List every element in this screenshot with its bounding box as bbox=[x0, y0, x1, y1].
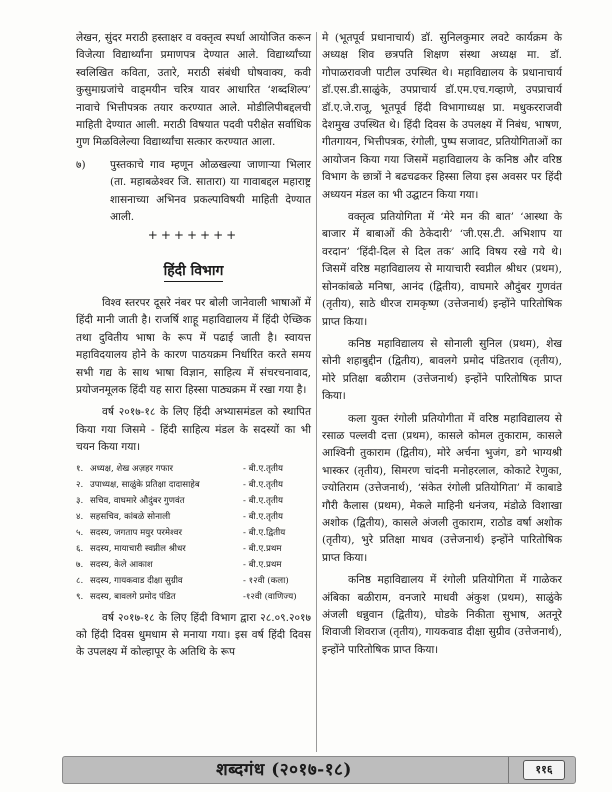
list-item: ९. सदस्य, बावलगे प्रमोद पंडित -१२वी (वाणिज्य) bbox=[76, 591, 297, 602]
kanishth-speech-paragraph: कनिष्ठ महाविद्यालय से सोनाली सुनिल (प्रथम), शेख सोनी शहाबुद्दीन (द्वितीय), बावलगे प्रमोद पंडितराव (तृतीय), मोरे प्रतिक्षा बळीराम (उत्तेजनार्थ) इन्होंने पारितोषिक प्राप्त किया। bbox=[322, 337, 562, 403]
page-footer bbox=[62, 756, 576, 784]
column-divider bbox=[316, 32, 317, 752]
member-list bbox=[76, 461, 311, 605]
list-item: ६. सदस्य, मायाचारी स्वप्नील श्रीधर - बी.ए.प्रथम bbox=[76, 543, 282, 554]
kanishth-rangoli-paragraph: कनिष्ठ महाविद्यालय में रंगोली प्रतियोगिता में गाळेकर अंबिका बळीराम, वनजारे माधवी अंकुश (प्रथम), साळुंके अंजली धन्नुवान (द्वितीय), घोडके निकीता सुभाष, अतनूरे शिवाजी शिवराज (तृतीय), गायकवाड दीक्षा सुग्रीव (उत्तेजनार्थ), इन्होंने पारितोषिक प्राप्त किया। bbox=[322, 574, 562, 656]
list-item: २. उपाध्यक्ष, साळुंके प्रतिक्षा दादासाहेब - बी.ए.तृतीय bbox=[76, 479, 283, 490]
page-number: ११६ bbox=[523, 760, 565, 780]
section-separator-stars: +++++++ bbox=[147, 228, 240, 243]
list-item-text: पुस्तकाचे गाव म्हणून ओळखल्या जाणाऱ्या भिलार (ता. महाबळेश्वर जि. सातारा) या गावाबद्दल महाराष्ट्र शासनाच्या अभिनव प्रकल्पाविषयी माहिती देण्यात आली. bbox=[110, 158, 311, 224]
marathi-activities-paragraph: लेखन, सुंदर मराठी हस्ताक्षर व वक्तृत्व स्पर्धा आयोजित करून विजेत्या विद्यार्थ्यांना प्रमाणपत्र देण्यात आले. विद्यार्थ्यांच्या स्वलिखित कविता, उतारे, मराठी संबंधी घोषवाक्य, कवी कुसुमाग्रजांचे वाड्मयीन चरित्र यावर आधारित ‘शब्दशिल्प’ नावाचे भित्तीपत्रक तयार करण्यात आले. मोडीलिपीबद्दलची माहिती देण्यात आली. मराठी विषयात पदवी परीक्षेत सर्वाधिक गुण मिळविलेल्या विद्यार्थ्यांचा सत्कार करण्यात आला. bbox=[76, 32, 311, 149]
list-item: ७. सदस्य, केले आकाश - बी.ए.प्रथम bbox=[76, 559, 282, 570]
list-item: ३. सचिव, वाघमारे औदुंबर गुणवंत - बी.ए.तृतीय bbox=[76, 495, 283, 506]
hindi-intro-paragraph: विश्व स्तरपर दूसरे नंबर पर बोली जानेवाली भाषाओं में हिंदी मानी जाती है। राजर्षि शाहू महाविद्यालय में हिंदी ऐच्छिक तथा दुवितीय भाषा के रूप में पढाई जाती है। स्वायत्त महाविदयालय होने के कारण पाठयक्रम निर्धारित करते समय सभी गद्य के साथ भाषा विज्ञान, साहित्य में संचरचनावाद, प्रयोजनमूलक हिंदी यह सारा हिस्सा पाठ्यक्रम में रखा गया है। bbox=[76, 296, 311, 396]
right-column bbox=[322, 30, 562, 659]
list-item: ५. सदस्य, जगताप मयुर परमेश्वर - बी.ए.द्वितीय bbox=[76, 527, 286, 538]
rangoli-paragraph: कला युक्त रंगोली प्रतियोगीता में वरिष्ठ महाविद्यालय से रसाळ पल्लवी दत्ता (प्रथम), कासले कोमल तुकाराम, कासले आश्विनी तुकाराम (द्वितीय), मोरे अर्चना भुजंग, डगे भाग्यश्री भास्कर (तृतीय), सिमरण चांदनी मनोहरलाल, कोकाटे रेणुका, ज्योतिराम (उत्तेजनार्थ), ‘संकेत रंगोली प्रतियोगिता’ में काबाडे गौरी कैलास (प्रथम), मेकले माहिनी धनंजय, मंडोळे विशाखा अशोक (द्वितीय), कासले अंजली तुकाराम, राठोड वर्षा अशोक (तृतीय), भुरे प्रतिक्षा माधव (उत्तेजनार्थ) इन्होंने पारितोषिक प्राप्त किया। bbox=[322, 412, 562, 564]
list-item: ८. सदस्य, गायकवाड दीक्षा सुग्रीव - १२वी (कला) bbox=[76, 575, 289, 586]
hindi-section-heading: हिंदी विभाग bbox=[76, 261, 311, 281]
publication-title: शब्दगंध (२०१७-१८) bbox=[216, 760, 352, 780]
hindi-din-paragraph: वर्ष २०१७-१८ के लिए हिंदी विभाग द्वारा २८.०९.२०१७ को हिंदी दिवस धुमधाम से मनाया गया। इस वर्ष हिंदी दिवस के उपलक्ष्य में कोल्हापूर के अतिथि के रूप bbox=[76, 611, 311, 659]
hindi-mandal-paragraph: वर्ष २०१७-१८ के लिए हिंदी अभ्यासमंडल को स्थापित किया गया जिसमे - हिंदी साहित्य मंडल के सदस्यों का भी चयन किया गया। bbox=[76, 406, 311, 454]
guests-paragraph: मे (भूतपूर्व प्रधानाचार्य) डॉ. सुनिलकुमार लवटे कार्यक्रम के अध्यक्ष शिव छत्रपति शिक्षण संस्था अध्यक्ष मा. डॉ. गोपाळरावजी पाटील उपस्थित थे। महाविद्यालय के प्रधानाचार्य डॉ.एस.डी.साळुंके, उपप्राचार्य डॉ.एम.एच.गव्हाणे, उपप्राचार्य डॉ.ए.जे.राजू, भूतपूर्व हिंदी विभागाध्यक्ष प्रा. मधुकरराजवी देशमुख उपस्थित थे। हिंदी दिवस के उपलक्ष्य में निबंध, भाषण, गीतगायन, भित्तीपत्रक, रंगोली, पुष्प सजावट, प्रतियोगिताओं का आयोजन किया गया जिसमें महाविद्यालय के कनिष्ठ और वरिष्ठ विभाग के छात्रों ने बढचढकर हिस्सा लिया इस अवसर पर हिंदी अध्ययन मंडल का भी उद्घाटन किया गया। bbox=[322, 32, 562, 201]
footer-divider bbox=[508, 757, 509, 783]
list-item: १. अध्यक्ष, शेख अज़हर गफार - बी.ए.तृतीय bbox=[76, 463, 283, 474]
vaktrutva-paragraph: वक्तृत्व प्रतियोगिता में ‘मेरे मन की बात’ ‘आस्था के बाजार में बाबाओं की ठेकेदारी’ ‘जी.एस.टी. अभिशाप या वरदान’ ‘हिंदी-दिल से दिल तक’ आदि विषय रखे गये थे। जिसमें वरिष्ठ महाविद्यालय से मायाचारी स्वप्नील श्रीधर (प्रथम), सोनकांबळे मनिषा, आनंद (द्वितीय), वाघमारे औदुंबर गुणवंत (तृतीय), साठे धीरज रामकृष्ण (उत्तेजनार्थ) इन्होंने पारितोषिक प्राप्त किया। bbox=[322, 211, 562, 328]
list-item-7 bbox=[76, 157, 311, 227]
list-item-number: ७) bbox=[76, 158, 86, 171]
left-column bbox=[76, 30, 311, 662]
list-item: ४. सहसचिव, कांबळे सोनाली - बी.ए.तृतीय bbox=[76, 511, 283, 522]
